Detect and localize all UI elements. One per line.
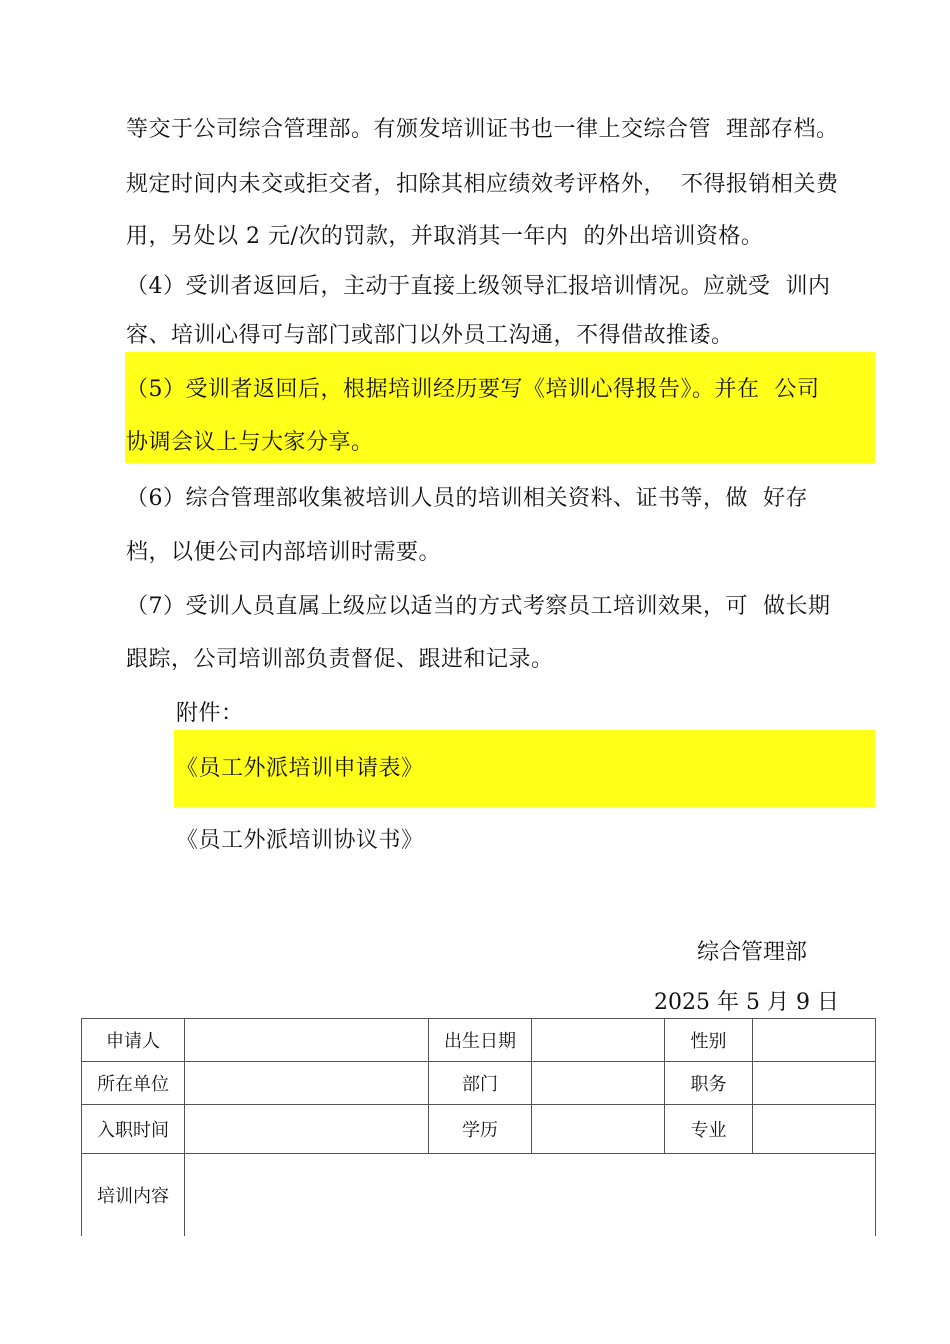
body-line: 规定时间内未交或拒交者，扣除其相应绩效考评格外， 不得报销相关费	[126, 172, 839, 197]
label-applicant: 申请人	[82, 1019, 185, 1062]
applicant-field[interactable]	[185, 1019, 429, 1062]
label-hire-date: 入职时间	[82, 1105, 185, 1154]
body-line: 档，以便公司内部培训时需要。	[126, 540, 442, 565]
signature-department: 综合管理部	[697, 940, 808, 965]
body-line: （6）综合管理部收集被培训人员的培训相关资料、证书等，做 好存	[126, 486, 808, 511]
body-line: （4）受训者返回后，主动于直接上级领导汇报培训情况。应就受 训内	[126, 274, 831, 299]
label-training-content: 培训内容	[82, 1154, 185, 1236]
gender-field[interactable]	[753, 1019, 876, 1062]
body-line: 容、培训心得可与部门或部门以外员工沟通，不得借故推诿。	[126, 323, 734, 348]
label-position: 职务	[665, 1062, 753, 1105]
department-field[interactable]	[532, 1062, 665, 1105]
position-field[interactable]	[753, 1062, 876, 1105]
label-education: 学历	[429, 1105, 532, 1154]
education-field[interactable]	[532, 1105, 665, 1154]
label-department: 部门	[429, 1062, 532, 1105]
hire-date-field[interactable]	[185, 1105, 429, 1154]
form-row	[82, 1105, 876, 1154]
body-line: 用，另处以 2 元/次的罚款，并取消其一年内 的外出培训资格。	[126, 224, 764, 249]
form-row	[82, 1019, 876, 1062]
unit-field[interactable]	[185, 1062, 429, 1105]
form-row	[82, 1062, 876, 1105]
label-gender: 性别	[665, 1019, 753, 1062]
birth-date-field[interactable]	[532, 1019, 665, 1062]
body-line: 等交于公司综合管理部。有颁发培训证书也一律上交综合管 理部存档。	[126, 117, 839, 142]
attachment-item: 《员工外派培训申请表》	[176, 756, 424, 781]
training-application-form	[81, 1018, 876, 1236]
signature-date: 2025 年 5 月 9 日	[654, 990, 839, 1015]
body-line: 协调会议上与大家分享。	[126, 430, 374, 455]
body-line: （7）受训人员直属上级应以适当的方式考察员工培训效果，可 做长期	[126, 594, 831, 619]
attachment-label: 附件：	[176, 701, 244, 726]
training-content-field[interactable]	[185, 1154, 876, 1236]
body-line: （5）受训者返回后，根据培训经历要写《培训心得报告》。并在 公司	[126, 377, 820, 402]
label-major: 专业	[665, 1105, 753, 1154]
form-row	[82, 1154, 876, 1236]
label-birth-date: 出生日期	[429, 1019, 532, 1062]
label-unit: 所在单位	[82, 1062, 185, 1105]
attachment-item: 《员工外派培训协议书》	[176, 828, 424, 853]
body-line: 跟踪，公司培训部负责督促、跟进和记录。	[126, 647, 554, 672]
major-field[interactable]	[753, 1105, 876, 1154]
